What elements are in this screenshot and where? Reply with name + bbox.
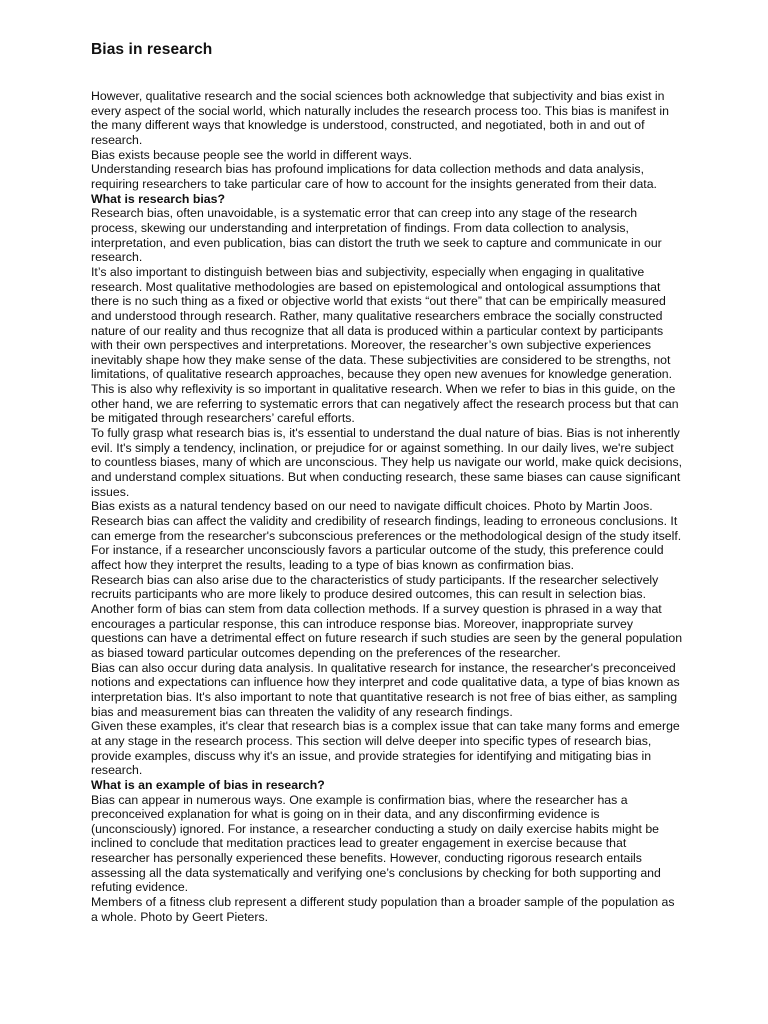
paragraph: Research bias can also arise due to the characteristics of study participants. If the researcher selectively recruits participants who are more likely to produce desired outcomes, this can result in selection bias. bbox=[91, 572, 659, 602]
paragraph: To fully grasp what research bias is, it's essential to understand the dual nature of bias. Bias is not inherently evil. It's simply a tendency, inclination, or prejudice for or against something. In our daily lives, we're subject to countless biases, many of which are unconscious. They help us navigate our world, make quick decisions, and understand complex situations. But when conducting research, these same biases can cause significant issues. bbox=[91, 426, 683, 499]
paragraph: Given these examples, it's clear that research bias is a complex issue that can take many forms and emerge at any stage in the research process. This section will delve deeper into specific types of research bias, provide examples, discuss why it's an issue, and provide strategies for identifying and mitigating bias in research. bbox=[91, 719, 680, 778]
paragraph: Understanding research bias has profound implications for data collection methods and data analysis, requiring researchers to take particular care of how to account for the insights generated from their data. bbox=[91, 162, 657, 191]
paragraph: Research bias can affect the validity and credibility of research findings, leading to erroneous conclusions. It can emerge from the researcher's subconscious preferences or the methodological design of the study itself. For instance, if a researcher unconsciously favors a particular outcome of the study, this preference could affect how they interpret the results, leading to a type of bias known as confirmation bias. bbox=[91, 514, 682, 572]
section-heading: What is an example of bias in research? bbox=[91, 777, 325, 792]
document-title: Bias in research bbox=[91, 41, 213, 58]
paragraph: Bias can also occur during data analysis. In qualitative research for instance, the researcher's preconceived notions and expectations can influence how they interpret and code qualitative data, a type of bias known as interpretation bias. It's also important to note that quantitative research is not free of bias either, as sampling bias and measurement bias can threaten the validity of any research findings. bbox=[91, 660, 680, 719]
section-heading: What is research bias? bbox=[91, 191, 225, 206]
paragraph: Bias can appear in numerous ways. One example is confirmation bias, where the researcher has a preconceived explanation for what is going on in their data, and any disconfirming evidence is (unconsciously) ignored. For instance, a researcher conducting a study on daily exercise habits might be inclined to conclude that meditation practices lead to greater engagement in exercise because that researcher has personally experienced these benefits. However, conducting rigorous research entails assessing all the data systematically and verifying one’s conclusions by checking for both supporting and refuting evidence. bbox=[91, 792, 661, 895]
photo-caption: Bias exists as a natural tendency based on our need to navigate difficult choices. Photo by Martin Joos. bbox=[91, 499, 653, 514]
paragraph: However, qualitative research and the social sciences both acknowledge that subjectivity and bias exist in every aspect of the social world, which naturally includes the research process too. This bias is manifest in the many different ways that knowledge is understood, constructed, and negotiated, both in and out of research. bbox=[91, 89, 670, 147]
paragraph: Research bias, often unavoidable, is a systematic error that can creep into any stage of the research process, skewing our understanding and interpretation of findings. From data collection to analysis, interpretation, and even publication, bias can distort the truth we seek to capture and communicate in our research. bbox=[91, 206, 662, 265]
document-body bbox=[91, 89, 683, 924]
paragraph: Bias exists because people see the world in different ways. bbox=[91, 147, 413, 162]
paragraph: Another form of bias can stem from data collection methods. If a survey question is phrased in a way that encourages a particular response, this can introduce response bias. Moreover, inappropriate survey questions can have a detrimental effect on future research if such studies are seen by the general population as biased toward particular outcomes depending on the preferences of the researcher. bbox=[91, 601, 683, 660]
photo-caption: Members of a fitness club represent a different study population than a broader sample of the population as a whole. Photo by Geert Pieters. bbox=[91, 895, 675, 924]
paragraph: It’s also important to distinguish between bias and subjectivity, especially when engaging in qualitative research. Most qualitative methodologies are based on epistemological and ontological assumptions that there is no such thing as a fixed or objective world that exists “out there” that can be empirically measured and understood through research. Rather, many qualitative researchers embrace the socially constructed nature of our reality and thus recognize that all data is produced within a particular context by participants with their own perspectives and interpretations. Moreover, the researcher’s own subjective experiences inevitably shape how they make sense of the data. These subjectivities are considered to be strengths, not limitations, of qualitative research approaches, because they open new avenues for knowledge generation. This is also why reflexivity is so important in qualitative research. When we refer to bias in this guide, on the other hand, we are referring to systematic errors that can negatively affect the research process but that can be mitigated through researchers’ careful efforts. bbox=[91, 264, 679, 426]
